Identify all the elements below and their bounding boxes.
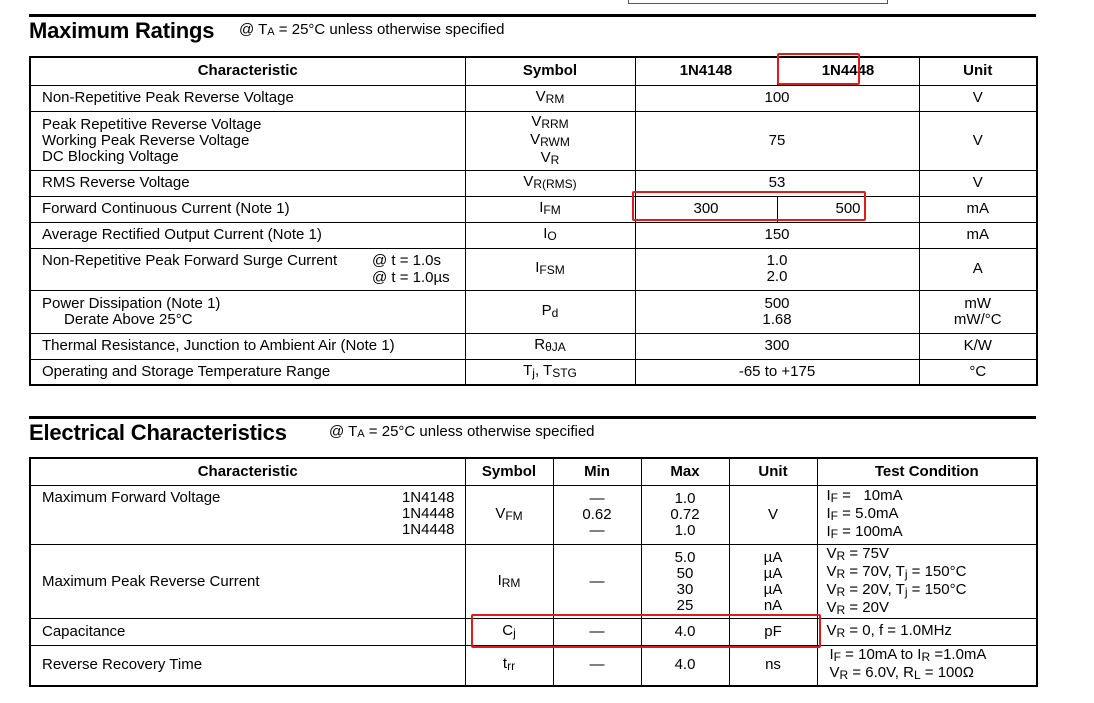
table-row: [30, 196, 1037, 222]
header-characteristic: Characteristic: [30, 57, 465, 85]
min: —: [553, 646, 641, 686]
section-condition: @ TA = 25°C unless otherwise specified: [239, 21, 505, 38]
min: — 0.62 —: [553, 486, 641, 545]
symbol: Pd: [465, 290, 635, 333]
characteristic: Non-Repetitive Peak Forward Surge Current @ t = 1.0s @ t = 1.0µs: [30, 248, 465, 290]
characteristic: RMS Reverse Voltage: [30, 170, 465, 196]
header-unit: Unit: [919, 57, 1037, 85]
unit: A: [919, 248, 1037, 290]
value: 1.0 2.0: [635, 248, 919, 290]
unit: V: [919, 85, 1037, 111]
value: 300: [635, 333, 919, 359]
section-title: Electrical Characteristics: [29, 420, 287, 445]
symbol: Tj, TSTG: [465, 359, 635, 385]
test-condition: IF = 10mA to IR =1.0mA VR = 6.0V, RL = 100Ω: [817, 646, 1037, 686]
elec-heading: [29, 416, 1036, 445]
unit: mW mW/°C: [919, 290, 1037, 333]
symbol: trr: [465, 646, 553, 686]
characteristic: Operating and Storage Temperature Range: [30, 359, 465, 385]
test-condition: VR = 0, f = 1.0MHz: [817, 619, 1037, 646]
section-title: Maximum Ratings: [29, 18, 215, 43]
header-symbol: Symbol: [465, 458, 553, 486]
header-unit: Unit: [729, 458, 817, 486]
symbol: IRM: [465, 545, 553, 619]
value: 53: [635, 170, 919, 196]
characteristic: Average Rectified Output Current (Note 1): [30, 222, 465, 248]
value-1n4448: 500: [777, 196, 919, 222]
max: 1.0 0.72 1.0: [641, 486, 729, 545]
max: 4.0: [641, 619, 729, 646]
unit: pF: [729, 619, 817, 646]
header-1n4448: 1N4448: [777, 57, 919, 85]
section-rule: [29, 14, 1036, 17]
max: 5.0 50 30 25: [641, 545, 729, 619]
symbol: VR(RMS): [465, 170, 635, 196]
header-symbol: Symbol: [465, 57, 635, 85]
table-row: [30, 111, 1037, 170]
min: —: [553, 545, 641, 619]
header-max: Max: [641, 458, 729, 486]
characteristic: Maximum Peak Reverse Current: [30, 545, 465, 619]
unit: V: [919, 111, 1037, 170]
unit: K/W: [919, 333, 1037, 359]
header-1n4148: 1N4148: [635, 57, 777, 85]
table-row: [30, 619, 1037, 646]
unit: mA: [919, 196, 1037, 222]
part-number: 1N4448: [401, 521, 455, 538]
symbol: RθJA: [465, 333, 635, 359]
min: —: [553, 619, 641, 646]
header-test-condition: Test Condition: [817, 458, 1037, 486]
symbol: VRRM VRWM VR: [465, 111, 635, 170]
value: -65 to +175: [635, 359, 919, 385]
table-row: [30, 333, 1037, 359]
symbol: IFM: [465, 196, 635, 222]
part-number: 1N4148: [401, 489, 455, 506]
table-header-row: [30, 458, 1037, 486]
max-ratings-table: [29, 56, 1038, 386]
unit: °C: [919, 359, 1037, 385]
table-row: [30, 359, 1037, 385]
characteristic: Reverse Recovery Time: [30, 646, 465, 686]
value: 500 1.68: [635, 290, 919, 333]
symbol: VRM: [465, 85, 635, 111]
test-condition: VR = 75V VR = 70V, Tj = 150°C VR = 20V, Tj = 150°C VR = 20V: [817, 545, 1037, 619]
symbol: VFM: [465, 486, 553, 545]
characteristic: Capacitance: [30, 619, 465, 646]
unit: V: [729, 486, 817, 545]
symbol: IO: [465, 222, 635, 248]
unit: µA µA µA nA: [729, 545, 817, 619]
symbol: Cj: [465, 619, 553, 646]
unit: ns: [729, 646, 817, 686]
header-min: Min: [553, 458, 641, 486]
table-row: [30, 248, 1037, 290]
top-cropped-box: [628, 0, 888, 4]
table-header-row: [30, 57, 1037, 85]
characteristic: Maximum Forward Voltage 1N4148 1N4448 1N4448: [30, 486, 465, 545]
table-row: [30, 486, 1037, 545]
characteristic: Power Dissipation (Note 1) Derate Above 25°C: [30, 290, 465, 333]
test-condition: IF = 10mA IF = 5.0mA IF = 100mA: [817, 486, 1037, 545]
value: 75: [635, 111, 919, 170]
symbol: IFSM: [465, 248, 635, 290]
table-row: [30, 222, 1037, 248]
value-1n4148: 300: [635, 196, 777, 222]
value: 100: [635, 85, 919, 111]
unit: V: [919, 170, 1037, 196]
header-characteristic: Characteristic: [30, 458, 465, 486]
value: 150: [635, 222, 919, 248]
table-row: [30, 290, 1037, 333]
section-rule: [29, 416, 1036, 419]
table-row: [30, 170, 1037, 196]
table-row: [30, 85, 1037, 111]
max-ratings-heading: [29, 14, 1036, 43]
unit: mA: [919, 222, 1037, 248]
characteristic: Non-Repetitive Peak Reverse Voltage: [30, 85, 465, 111]
electrical-table: [29, 457, 1038, 687]
characteristic: Forward Continuous Current (Note 1): [30, 196, 465, 222]
table-row: [30, 646, 1037, 686]
characteristic: Thermal Resistance, Junction to Ambient Air (Note 1): [30, 333, 465, 359]
section-condition: @ TA = 25°C unless otherwise specified: [329, 423, 595, 440]
max: 4.0: [641, 646, 729, 686]
part-number: 1N4448: [401, 505, 455, 522]
table-row: [30, 545, 1037, 619]
characteristic: Peak Repetitive Reverse Voltage Working Peak Reverse Voltage DC Blocking Voltage: [30, 111, 465, 170]
